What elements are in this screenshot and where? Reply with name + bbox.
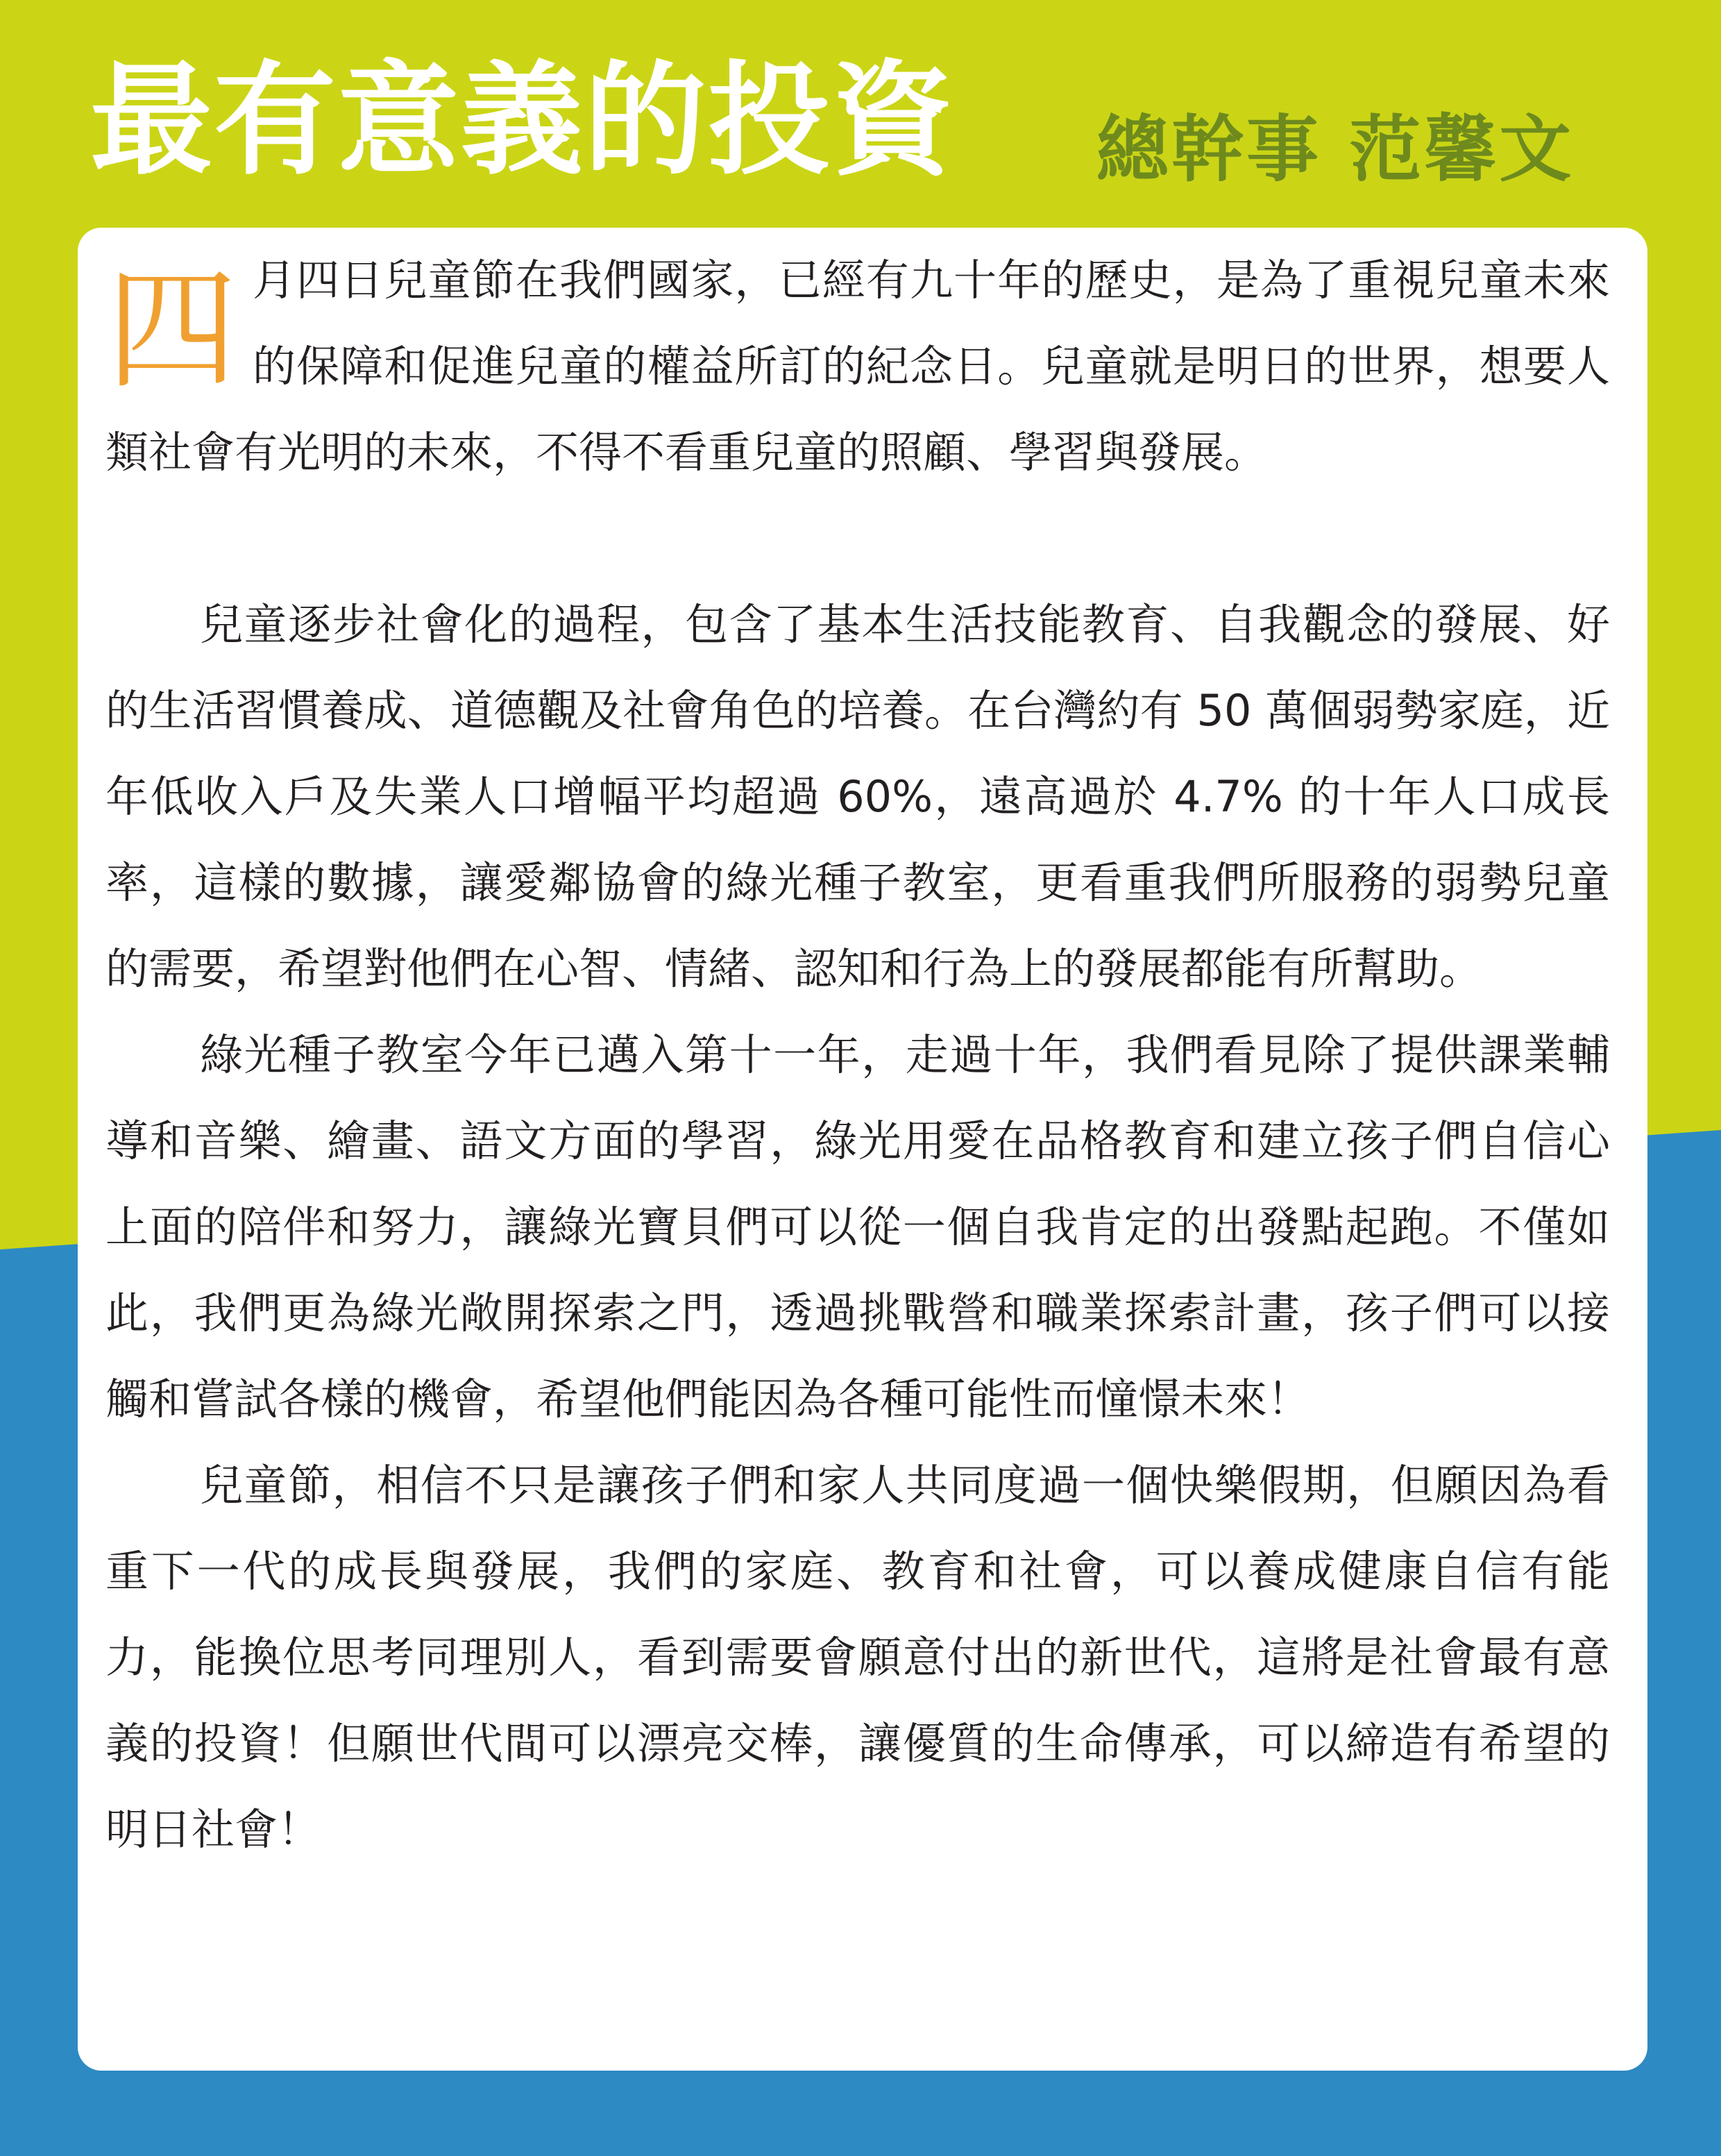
article-body <box>105 237 1610 1873</box>
article-card <box>78 228 1647 2071</box>
paragraph-3: 綠光種子教室今年已邁入第十一年，走過十年，我們看見除了提供課業輔導和音樂、繪畫、語文方面的學習，綠光用愛在品格教育和建立孩子們自信心上面的陪伴和努力，讓綠光寶貝們可以從一個自我肯定的出發點起跑。不僅如此，我們更為綠光敞開探索之門，透過挑戰營和職業探索計畫，孩子們可以接觸和嘗試各樣的機會，希望他們能因為各種可能性而憧憬未來！ <box>105 1029 1610 1424</box>
paragraph-2: 兒童逐步社會化的過程，包含了基本生活技能教育、自我觀念的發展、好的生活習慣養成、道德觀及社會角色的培養。在台灣約有 50 萬個弱勢家庭，近年低收入戶及失業人口增幅平均超過 60%，遠高過於 4.7% 的十年人口成長率，這樣的數據，讓愛鄰協會的綠光種子教室，更看重我們所服務的弱勢兒童的需要，希望對他們在心智、情緒、認知和行為上的發展都能有所幫助。 <box>105 599 1610 994</box>
drop-cap: 四 <box>105 253 238 407</box>
paragraph-1-text: 月四日兒童節在我們國家，已經有九十年的歷史，是為了重視兒童未來的保障和促進兒童的權益所訂的紀念日。兒童就是明日的世界，想要人類社會有光明的未來，不得不看重兒童的照顧、學習與發展。 <box>105 255 1610 478</box>
author-byline: 總幹事 范馨文 <box>1096 107 1575 192</box>
page-title: 最有意義的投資 <box>90 49 956 192</box>
paragraph-1 <box>105 237 1610 582</box>
paragraph-4: 兒童節，相信不只是讓孩子們和家人共同度過一個快樂假期，但願因為看重下一代的成長與發展，我們的家庭、教育和社會，可以養成健康自信有能力，能換位思考同理別人，看到需要會願意付出的新世代，這將是社會最有意義的投資！但願世代間可以漂亮交棒，讓優質的生命傳承，可以締造有希望的明日社會！ <box>105 1460 1610 1855</box>
